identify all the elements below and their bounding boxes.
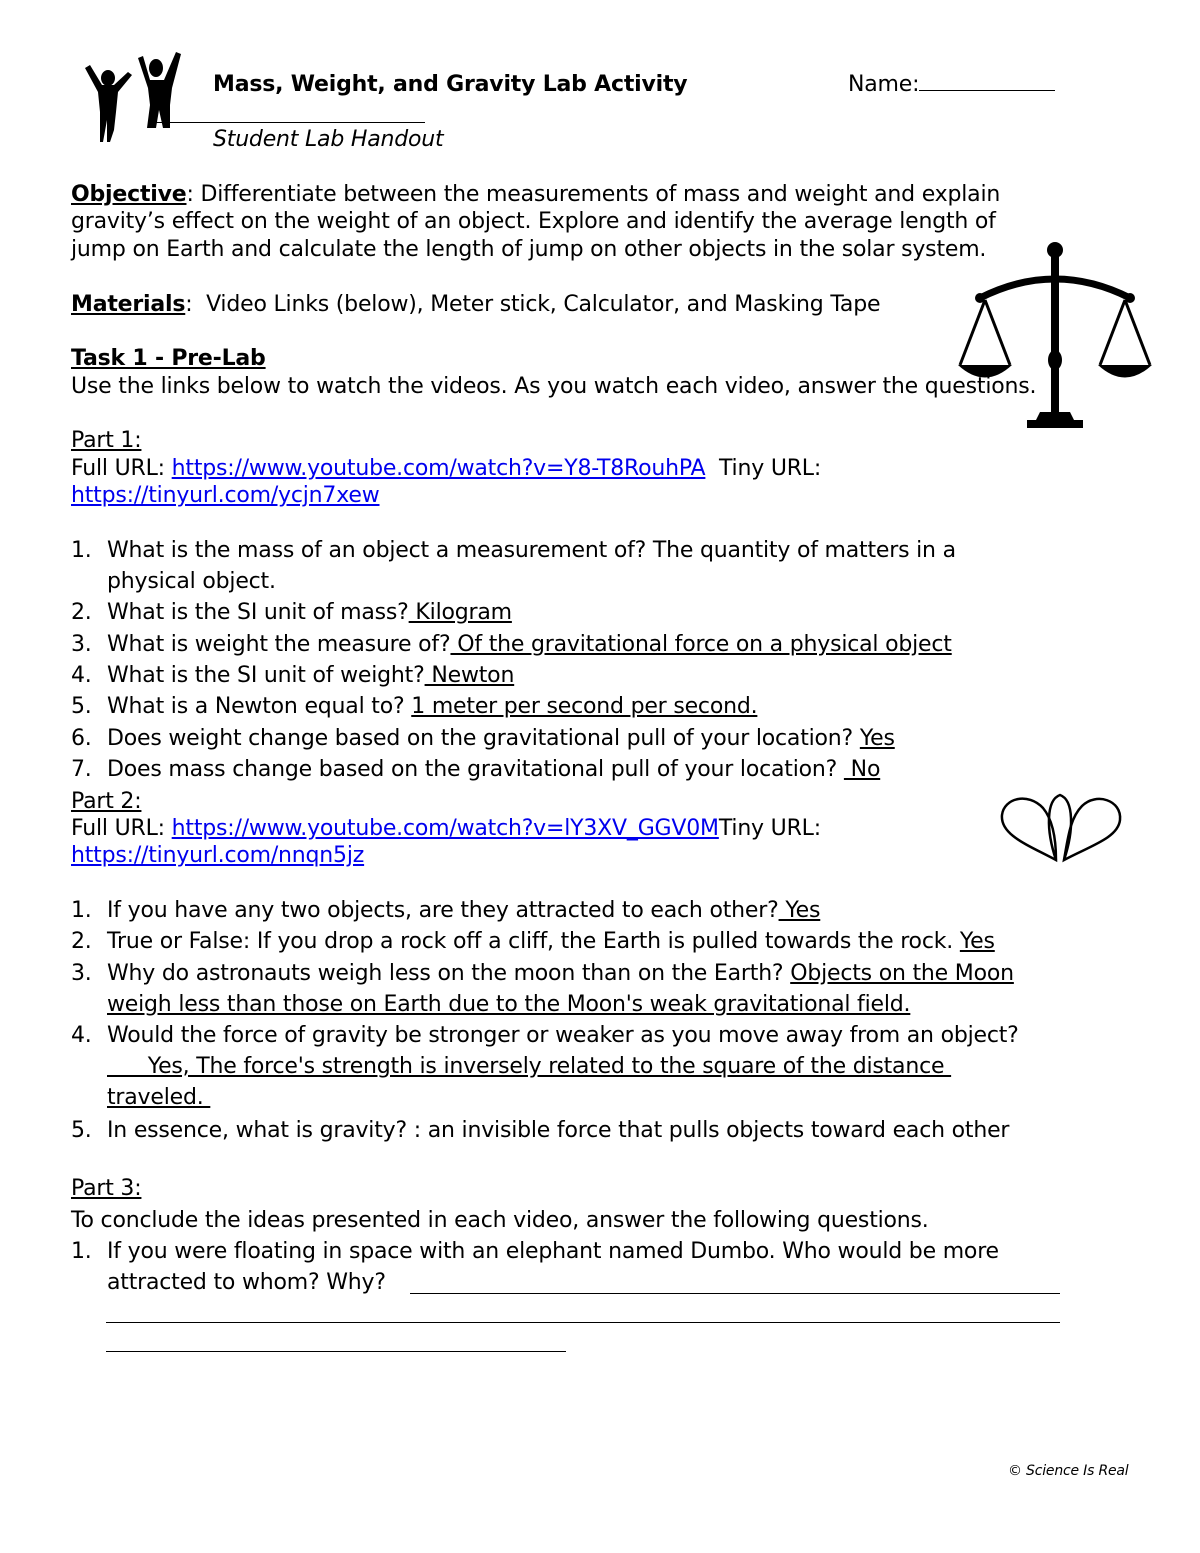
- part1-question-3: 3. What is weight the measure of? Of the gravitational force on a physical object: [71, 632, 952, 657]
- part1-heading: Part 1:: [71, 428, 142, 453]
- part2-question-5: 5. In essence, what is gravity? : an invisible force that pulls objects toward each other: [71, 1118, 1010, 1143]
- part1-question-6: 6. Does weight change based on the gravitational pull of your location? Yes: [71, 726, 895, 751]
- jumping-people-logo-icon: [80, 50, 190, 145]
- task1-instructions: Use the links below to watch the videos. As you watch each video, answer the questions.: [71, 374, 1037, 399]
- answer-line-2[interactable]: [106, 1322, 1060, 1323]
- part2-question-1: 1. If you have any two objects, are they attracted to each other? Yes: [71, 898, 821, 923]
- part3-intro: To conclude the ideas presented in each video, answer the following questions.: [71, 1208, 929, 1233]
- page-title: Mass, Weight, and Gravity Lab Activity: [213, 72, 688, 97]
- part2-question-4: 4. Would the force of gravity be stronger or weaker as you move away from an object?: [71, 1023, 1019, 1048]
- part1-question-7: 7. Does mass change based on the gravitational pull of your location? No: [71, 757, 881, 782]
- part2-answer-4-cont: traveled.: [107, 1085, 211, 1110]
- part1-question-4: 4. What is the SI unit of weight? Newton: [71, 663, 515, 688]
- answer-line-1[interactable]: [410, 1293, 1060, 1294]
- part1-tiny-url-link[interactable]: https://tinyurl.com/ycjn7xew: [71, 483, 380, 508]
- part1-question-2: 2. What is the SI unit of mass? Kilogram: [71, 600, 512, 625]
- part3-heading: Part 3:: [71, 1176, 142, 1201]
- part1-question-1: 1. What is the mass of an object a measurement of? The quantity of matters in a: [71, 538, 956, 563]
- objective-line-1: Objective: Differentiate between the measurements of mass and weight and explain: [71, 182, 1001, 207]
- name-label: Name:: [848, 72, 920, 97]
- part3-question-1-cont: attracted to whom? Why?: [107, 1270, 386, 1295]
- copyright-footer: © Science Is Real: [1008, 1463, 1129, 1479]
- header-divider: [150, 122, 425, 123]
- part1-question-5: 5. What is a Newton equal to? 1 meter per second per second.: [71, 694, 758, 719]
- part1-url-line: Full URL: https://www.youtube.com/watch?v=Y8-T8RouhPA Tiny URL:: [71, 456, 822, 481]
- part2-url-line: Full URL: https://www.youtube.com/watch?v=lY3XV_GGV0MTiny URL:: [71, 816, 821, 841]
- part2-answer-4: Yes, The force's strength is inversely related to the square of the distance: [107, 1054, 952, 1079]
- part2-question-3: 3. Why do astronauts weigh less on the moon than on the Earth? Objects on the Moon: [71, 961, 1014, 986]
- part2-tiny-url-link[interactable]: https://tinyurl.com/nnqn5jz: [71, 843, 365, 868]
- part3-question-1: 1. If you were floating in space with an elephant named Dumbo. Who would be more: [71, 1239, 999, 1264]
- name-field[interactable]: [848, 70, 1055, 100]
- objective-line-2: gravity’s effect on the weight of an object. Explore and identify the average length of: [71, 209, 996, 234]
- part1-answer-1-cont: physical object.: [107, 569, 276, 594]
- answer-line-3[interactable]: [106, 1351, 566, 1352]
- part2-answer-3-cont: weigh less than those on Earth due to the Moon's weak gravitational field.: [107, 992, 911, 1017]
- objective-line-3: jump on Earth and calculate the length of jump on other objects in the solar system.: [71, 237, 987, 262]
- part1-full-url-link[interactable]: https://www.youtube.com/watch?v=Y8-T8RouhPA: [171, 456, 706, 481]
- materials-line: Materials: Video Links (below), Meter stick, Calculator, and Masking Tape: [71, 292, 881, 317]
- part2-heading: Part 2:: [71, 789, 142, 814]
- part2-question-2: 2. True or False: If you drop a rock off a cliff, the Earth is pulled towards the rock. Yes: [71, 929, 995, 954]
- part2-full-url-link[interactable]: https://www.youtube.com/watch?v=lY3XV_GGV0M: [171, 816, 719, 841]
- task1-heading: Task 1 - Pre-Lab: [71, 346, 266, 371]
- hearts-icon: [998, 790, 1126, 865]
- subtitle: Student Lab Handout: [213, 127, 444, 152]
